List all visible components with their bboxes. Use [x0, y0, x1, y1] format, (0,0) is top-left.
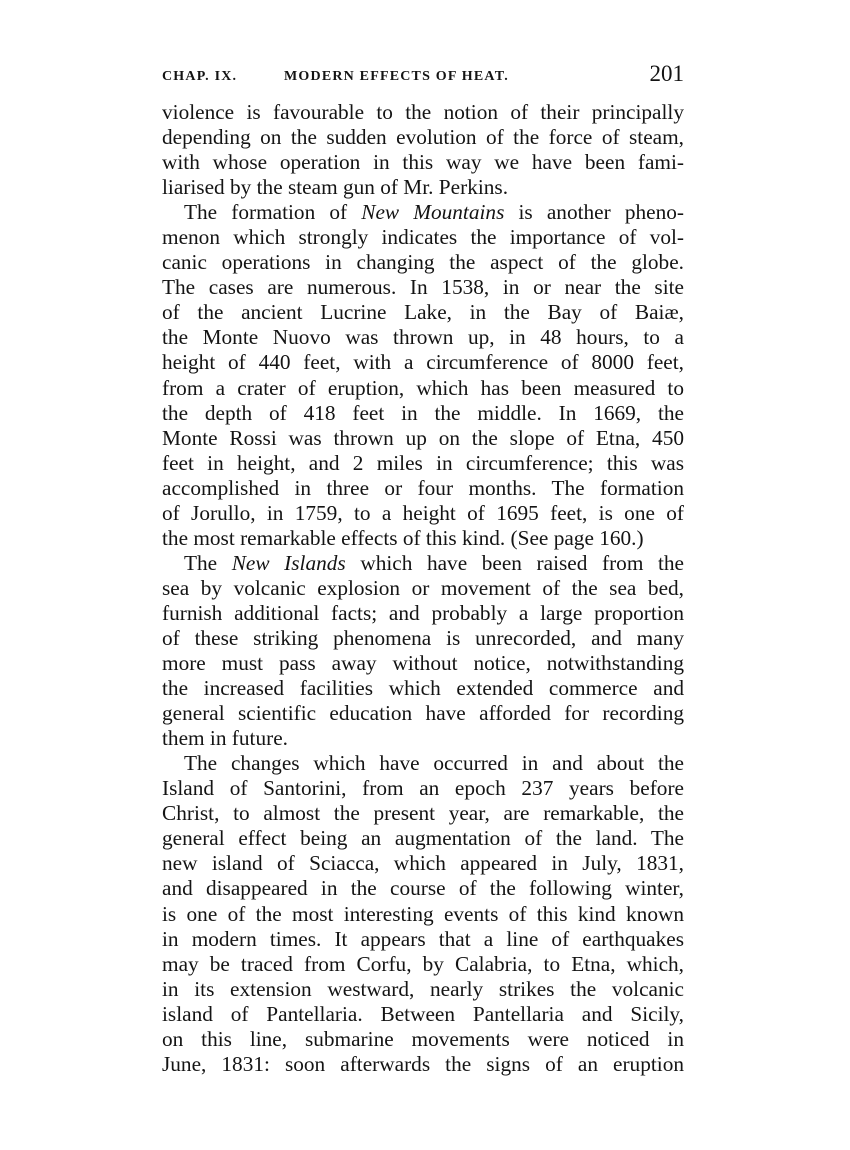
text-line: in modern times. It appears that a line of earthquakes	[162, 926, 684, 951]
text-segment: which have been raised from the	[345, 550, 685, 575]
text-line: of these striking phenomena is unrecorded, and many	[162, 625, 684, 650]
text-line: feet in height, and 2 miles in circumference; this was	[162, 450, 684, 475]
text-line: is one of the most interesting events of this kind known	[162, 901, 684, 926]
text-line: the depth of 418 feet in the middle. In 1669, the	[162, 400, 684, 425]
text-line: on this line, submarine movements were noticed in	[162, 1026, 684, 1051]
text-line: canic operations in changing the aspect of the globe.	[162, 250, 684, 275]
text-line: June, 1831: soon afterwards the signs of an eruption	[162, 1051, 684, 1076]
text-segment: The formation of	[184, 200, 362, 225]
text-line: depending on the sudden evolution of the force of steam,	[162, 125, 684, 150]
text-line: new island of Sciacca, which appeared in July, 1831,	[162, 851, 684, 876]
italic-term: New Islands	[231, 550, 346, 575]
italic-term: New Mountains	[361, 200, 505, 225]
text-line: them in future.	[162, 726, 288, 751]
text-line: The changes which have occurred in and about the	[184, 751, 684, 776]
paragraph	[162, 551, 684, 751]
text-line: menon which strongly indicates the importance of vol-	[162, 225, 684, 250]
text-line: island of Pantellaria. Between Pantellaria and Sicily,	[162, 1001, 684, 1026]
paragraph	[162, 200, 684, 551]
text-line: The cases are numerous. In 1538, in or near the site	[162, 275, 684, 300]
text-line: Christ, to almost the present year, are remarkable, the	[162, 801, 684, 826]
text-line	[162, 551, 684, 576]
text-line: of the ancient Lucrine Lake, in the Bay of Baiæ,	[162, 300, 684, 325]
text-segment: is another pheno-	[504, 200, 684, 225]
text-line: accomplished in three or four months. The formation	[162, 475, 684, 500]
text-line: general scientific education have afforded for recording	[162, 701, 684, 726]
text-segment: The	[184, 550, 232, 575]
text-line: violence is favourable to the notion of their principally	[162, 100, 684, 124]
text-line: and disappeared in the course of the following winter,	[162, 876, 684, 901]
text-line: the increased facilities which extended commerce and	[162, 676, 684, 701]
text-line	[162, 200, 684, 225]
page-number: 201	[649, 61, 684, 86]
text-line: from a crater of eruption, which has been measured to	[162, 375, 684, 400]
text-line: of Jorullo, in 1759, to a height of 1695 feet, is one of	[162, 500, 684, 525]
text-line: furnish additional facts; and probably a large proportion	[162, 600, 684, 625]
running-head	[162, 61, 684, 91]
text-line: Island of Santorini, from an epoch 237 years before	[162, 776, 684, 801]
body-text	[162, 100, 684, 1077]
paragraph	[162, 100, 684, 200]
chapter-title: MODERN EFFECTS OF HEAT.	[284, 69, 509, 84]
text-line: Monte Rossi was thrown up on the slope of Etna, 450	[162, 425, 684, 450]
paragraph	[162, 751, 684, 1077]
chapter-label: CHAP. IX.	[162, 69, 238, 84]
text-line: the most remarkable effects of this kind. (See page 160.)	[162, 525, 644, 550]
text-line: liarised by the steam gun of Mr. Perkins.	[162, 175, 509, 200]
text-line: in its extension westward, nearly strikes the volcanic	[162, 976, 684, 1001]
text-line: more must pass away without notice, notwithstanding	[162, 651, 684, 676]
text-line: the Monte Nuovo was thrown up, in 48 hours, to a	[162, 325, 684, 350]
text-line: with whose operation in this way we have been fami-	[162, 150, 684, 175]
text-line: general effect being an augmentation of the land. The	[162, 826, 684, 851]
text-line: may be traced from Corfu, by Calabria, to Etna, which,	[162, 951, 684, 976]
text-line: height of 440 feet, with a circumference of 8000 feet,	[162, 350, 684, 375]
text-line: sea by volcanic explosion or movement of the sea bed,	[162, 575, 684, 600]
